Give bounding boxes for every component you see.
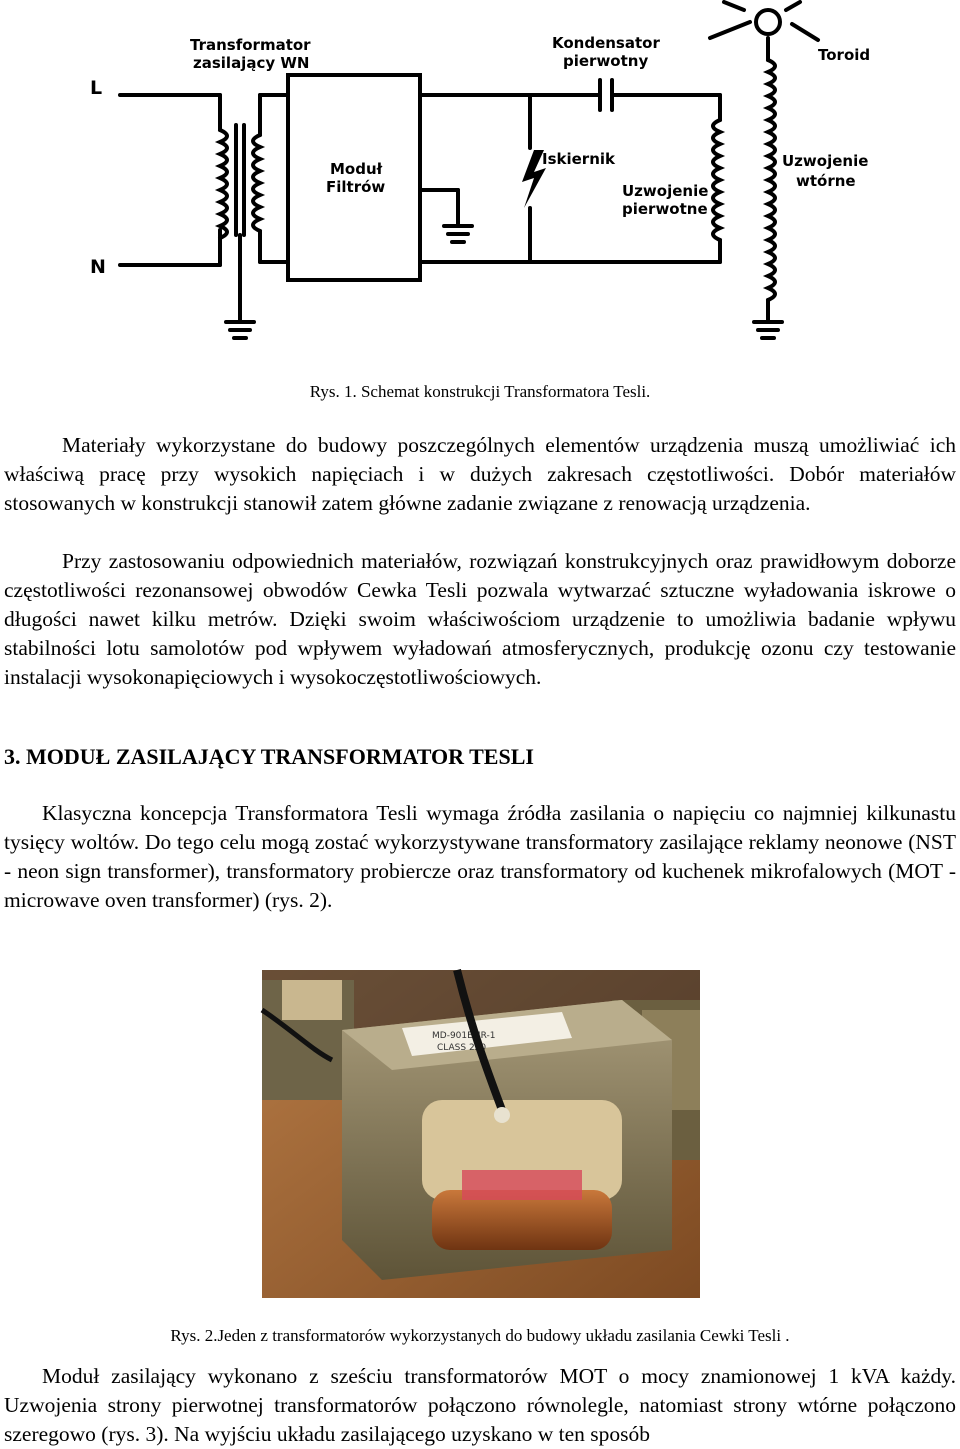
tesla-schematic-diagram: [60, 0, 871, 360]
label-L: L: [90, 77, 103, 99]
label-N: N: [90, 256, 106, 278]
label-capacitor-line2: pierwotny: [563, 52, 649, 70]
label-secondary-line2: wtórne: [796, 172, 856, 190]
label-capacitor-line1: Kondensator: [552, 34, 660, 52]
label-transformer-line1: Transformator: [190, 36, 311, 54]
paragraph-materials: Materiały wykorzystane do budowy poszczególnych elementów urządzenia muszą umożliwiać ich właściwą pracę przy wysokich napięciach i w dużych zakresach częstotliwości. Dobór materiałów stosowanych w konstrukcji stanowił zatem główne zadanie związane z renowacją urządzenia.: [4, 433, 956, 515]
photo-label-line1: MD-901EMR-1: [432, 1031, 496, 1041]
label-filter-line1: Moduł: [330, 160, 383, 178]
label-transformer-line2: zasilający WN: [193, 54, 310, 72]
paragraph-applications: Przy zastosowaniu odpowiednich materiałów, rozwiązań konstrukcyjnych oraz prawidłowym doborze częstotliwości rezonansowej obwodów Cewka Tesli pozwala wytwarzać sztuczne wyładowania iskrowe o długości nawet kilku metrów. Dzięki swoim właściwościom urządzenie to umożliwia badanie wpływu stabilności lotu samolotów pod wpływem wyładowań atmosferycznych, produkcję ozonu czy testowanie instalacji wysokonapięciowych i wysokoczęstotliwościowych.: [4, 549, 956, 689]
figure2-caption: Rys. 2.Jeden z transformatorów wykorzystanych do budowy układu zasilania Cewki Tesli .: [170, 1326, 790, 1345]
label-primary-line2: pierwotne: [622, 200, 708, 218]
section-heading: 3. MODUŁ ZASILAJĄCY TRANSFORMATOR TESLI: [4, 744, 534, 769]
label-secondary-line1: Uzwojenie: [782, 152, 869, 170]
figure1-caption: Rys. 1. Schemat konstrukcji Transformatora Tesli.: [309, 382, 651, 401]
toroid-symbol: [756, 10, 780, 34]
paragraph-power-module: Moduł zasilający wykonano z sześciu transformatorów MOT o mocy znamionowej 1 kVA każdy. Uzwojenia strony pierwotnej transformatorów połączono równolegle, natomiast strony wtórne połączono szeregowo (rys. 3). Na wyjściu układu zasilającego uzyskano w ten sposób: [4, 1364, 956, 1446]
label-toroid: Toroid: [818, 46, 871, 64]
label-filter-line2: Filtrów: [326, 178, 386, 196]
label-spark-gap: Iskiernik: [542, 150, 615, 168]
paragraph-power-source: Klasyczna koncepcja Transformatora Tesli wymaga źródła zasilania o napięciu co najmniej kilkunastu tysięcy woltów. Do tego celu mogą zostać wykorzystywane transformatory zasilające reklamy neonowe (NST - neon sign transformer), transformatory probiercze oraz transformatory od kuchenek mikrofalowych (MOT - microwave oven transformer) (rys. 2).: [4, 801, 956, 912]
transformer-photo: [262, 970, 700, 1298]
photo-label-line2: CLASS 220: [437, 1043, 487, 1053]
label-primary-line1: Uzwojenie: [622, 182, 709, 200]
